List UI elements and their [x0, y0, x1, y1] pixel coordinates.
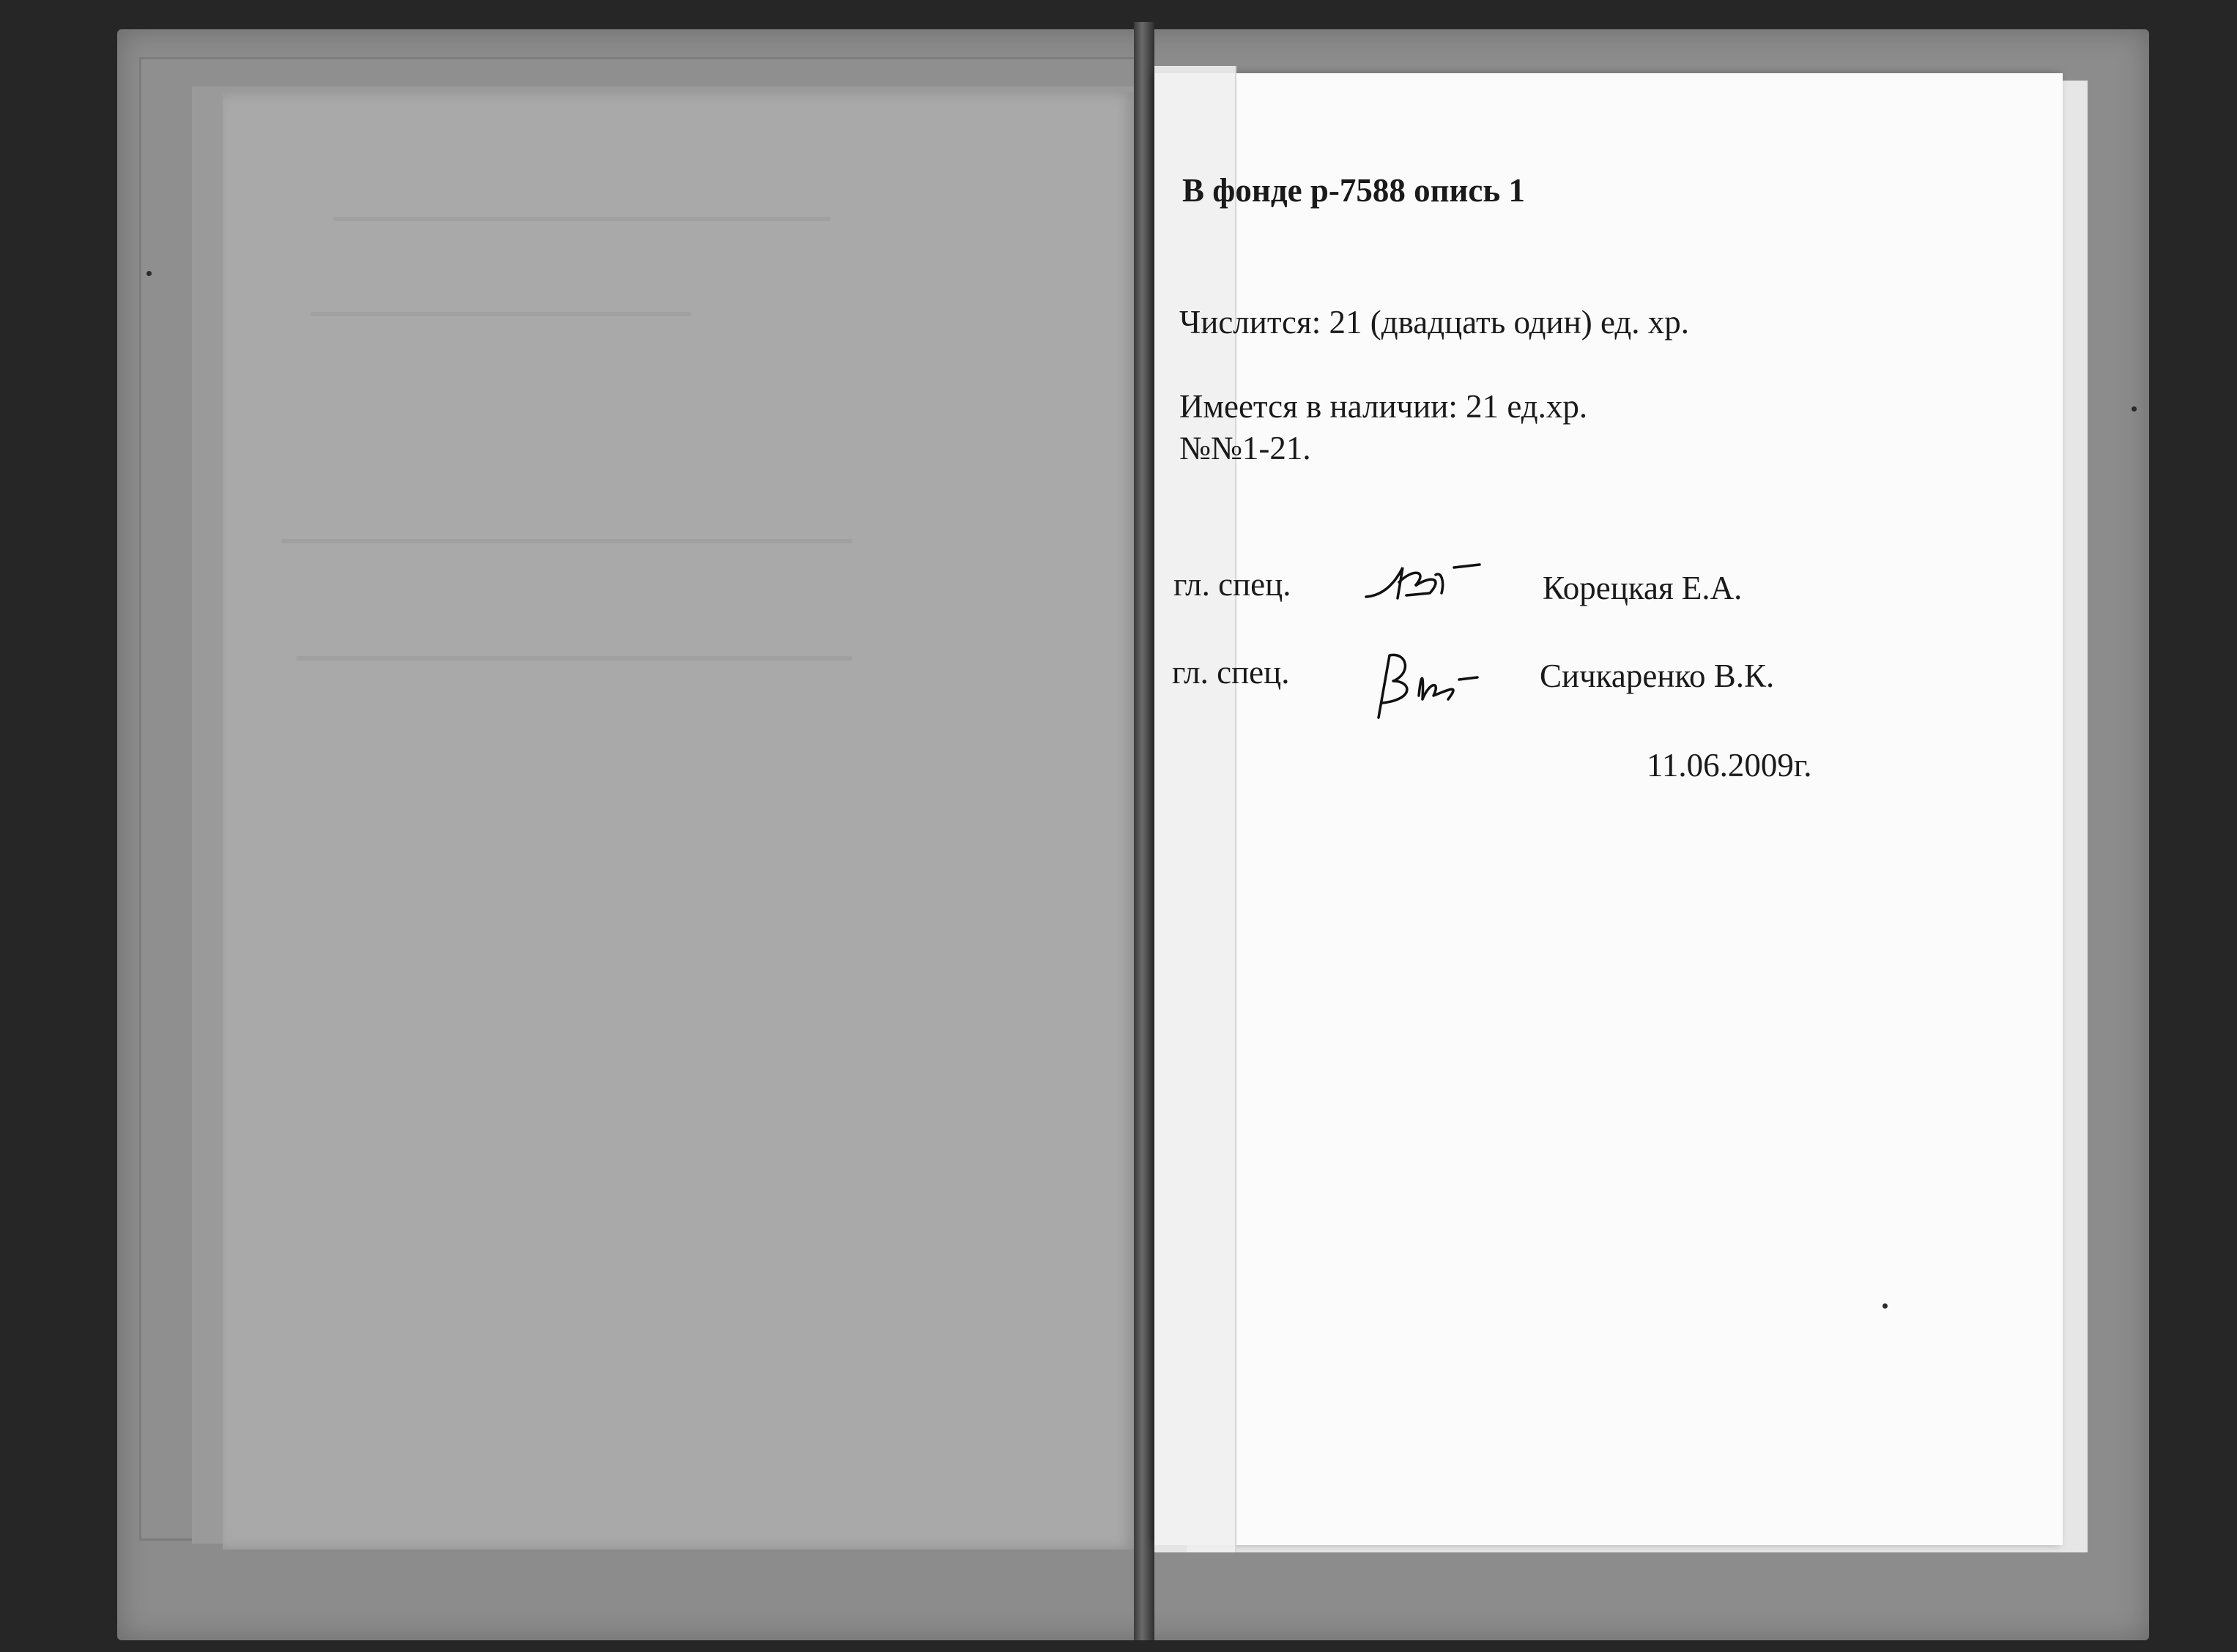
- fond-heading: В фонде р-7588 опись 1: [1182, 172, 1525, 209]
- signature-2: [1349, 644, 1481, 725]
- signatory-1-position: гл. спец.: [1173, 566, 1291, 603]
- blank-left-page: [223, 92, 1134, 1549]
- signatory-2-name: Сичкаренко В.К.: [1540, 658, 1775, 694]
- bleed-through-mark: [311, 312, 691, 316]
- available-units: Имеется в наличии: 21 ед.хр.: [1179, 388, 1588, 425]
- binding-tape: [1154, 66, 1236, 1552]
- unit-numbers: №№1-21.: [1179, 430, 1311, 466]
- certification-date: 11.06.2009г.: [1647, 747, 1812, 784]
- signatory-2-position: гл. спец.: [1172, 654, 1290, 691]
- listed-units: Числится: 21 (двадцать один) ед. хр.: [1179, 304, 1689, 341]
- dust-speck: [146, 271, 152, 276]
- bleed-through-mark: [281, 539, 853, 543]
- signatory-1-name: Корецкая Е.А.: [1543, 570, 1743, 606]
- certification-page: [1154, 73, 2063, 1545]
- dust-speck: [1882, 1303, 1888, 1309]
- book-spine: [1134, 22, 1154, 1640]
- signature-1: [1362, 553, 1487, 608]
- dust-speck: [2132, 406, 2137, 412]
- bleed-through-mark: [333, 217, 831, 221]
- bleed-through-mark: [296, 656, 853, 661]
